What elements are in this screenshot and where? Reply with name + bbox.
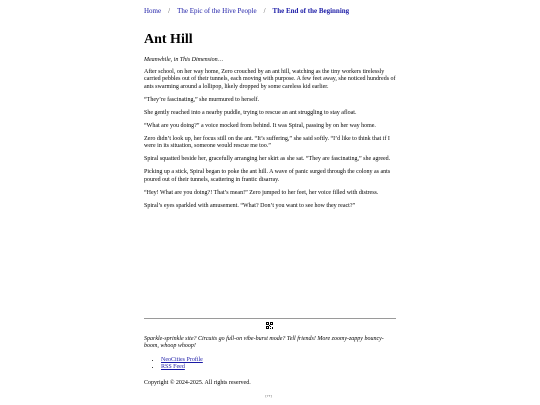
breadcrumb-separator: /: [263, 7, 266, 15]
story-body: [144, 69, 396, 216]
page-title: Ant Hill: [144, 32, 193, 47]
footer-links: [144, 357, 413, 372]
breadcrumb: [144, 7, 396, 16]
story-paragraph: Spiral squatted beside her, gracefully arranging her skirt as she sat. “They are fascinating,” she agreed.: [144, 156, 391, 163]
story-paragraph: “What are you doing?” a voice mocked from behind. It was Spiral, passing by on her way home.: [144, 122, 376, 129]
page-subtitle: Meanwhile, in This Dimension…: [144, 57, 223, 63]
footer-link-item: [161, 357, 413, 364]
story-paragraph: Zero didn’t look up, her focus still on the ant. “It’s suffering,” she said softly. “I’d like to think that if I were in its situation, someone would rescue me too.”: [144, 135, 390, 150]
footer-tagline: Sparkle-sprinkle site? Circuits go full-on vibe-burst mode? Tell friends! More zoomy-zappy bouncy-boom, whoop whoop!: [144, 336, 384, 350]
breadcrumb-current: The End of the Beginning: [272, 7, 350, 15]
neocities-profile-link[interactable]: NeoCities Profile: [161, 357, 203, 363]
story-paragraph: After school, on her way home, Zero crouched by an ant hill, watching as the tiny workers tirelessly carried pebbles out of their tunnels, each moving with purpose. A few feet away, she noticed hundreds of ants swarming around a lollipop, likely dropped by some careless kid earlier.: [144, 69, 396, 90]
story-paragraph: Spiral’s eyes sparkled with amusement. “What? Don’t you want to see how they react?”: [144, 202, 356, 209]
story-paragraph: Picking up a stick, Spiral began to poke the ant hill. A wave of panic surged through the colony as ants poured out of their tunnels, scattering in frantic disarray.: [144, 169, 391, 183]
footer-badge: [??]: [265, 394, 273, 398]
story-paragraph: She gently reached into a nearby puddle, trying to rescue an ant struggling to stay afloat.: [144, 109, 357, 116]
breadcrumb-separator: /: [168, 7, 171, 15]
footer-link-item: [161, 364, 413, 371]
story-paragraph: “They’re fascinating,” she murmured to herself.: [144, 96, 260, 103]
qr-code-icon: [266, 322, 273, 329]
rss-feed-link[interactable]: RSS Feed: [161, 364, 185, 371]
story-paragraph: “Hey! What are you doing?! That’s mean!” Zero jumped to her feet, her voice filled with distress.: [144, 189, 379, 196]
copyright-notice: Copyright © 2024-2025. All rights reserved.: [144, 380, 251, 386]
footer-divider: [144, 318, 396, 319]
breadcrumb-series-link[interactable]: The Epic of the Hive People: [177, 7, 257, 15]
breadcrumb-home-link[interactable]: Home: [144, 7, 162, 15]
